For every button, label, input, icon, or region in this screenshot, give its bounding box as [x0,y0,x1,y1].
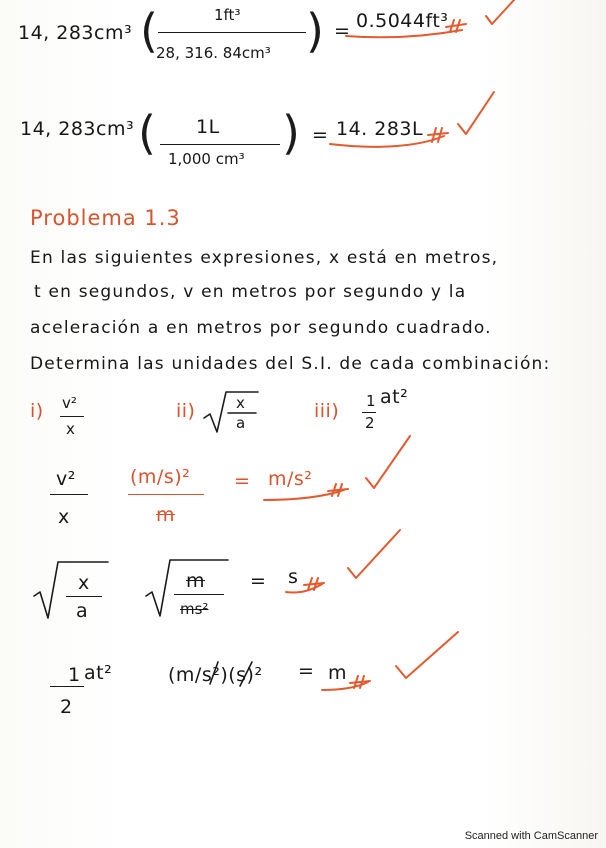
s3-end-mark [350,676,370,688]
row2-end-mark [428,128,448,142]
s1-units-den: m [156,504,176,526]
item-iii-frac-den: 2 [365,414,375,432]
s2-num: x [78,572,90,594]
s1-units-num: (m/s)² [130,466,191,488]
s3-check [396,632,458,678]
s1-check [366,436,410,488]
s3-frac-den: 2 [60,696,73,718]
s2-bar [66,596,102,597]
item-iii-rest: at² [380,386,409,408]
item-ii-den: a [236,414,246,432]
s1-bar [50,494,88,495]
row1-right-paren: ) [306,4,324,58]
problem-title: Problema 1.3 [30,206,181,230]
row2-denominator: 1,000 cm³ [168,150,245,168]
row1-numerator: 1ft³ [214,6,241,24]
s3-frac-num: 1 [68,664,81,686]
s2-equals: = [250,570,267,592]
s3-units: (m/s²)(s)² [168,664,263,686]
row1-fraction-bar [158,32,306,33]
item-ii-num: x [236,394,245,412]
item-iii-label: iii) [314,400,340,422]
row2-fraction-bar [160,144,280,145]
item-iii-frac-num: 1 [366,392,376,410]
item-iii-bar [362,412,376,413]
s1-num: v² [56,468,76,490]
row1-result: 0.5044ft³ [356,10,449,32]
s2-units-bar [174,594,224,595]
problem-line-2: t en segundos, v en metros por segundo y la [34,282,467,302]
s1-result: m/s² [268,468,313,490]
s3-bar [50,686,84,687]
row2-given: 14, 283cm³ [20,118,135,140]
item-i-label: i) [30,400,44,422]
row1-denominator: 28, 316. 84cm³ [156,44,271,62]
item-ii-label: ii) [176,400,196,422]
row2-left-paren: ( [138,106,156,160]
row1-check [486,0,514,24]
problem-line-4: Determina las unidades del S.I. de cada combinación: [30,354,551,374]
s3-equals: = [298,660,315,682]
camscanner-watermark: Scanned with CamScanner [464,830,598,842]
s2-den: a [76,600,89,622]
s1-den: x [58,506,70,528]
row2-check [458,92,494,134]
row1-left-paren: ( [140,4,158,58]
s1-equals: = [234,470,251,492]
s1-end-mark [328,484,348,496]
item-i-den: x [66,420,75,438]
row1-end-mark [446,20,466,32]
row1-equals: = [334,20,351,42]
row2-numerator: 1L [196,116,220,138]
row2-result: 14. 283L [336,118,424,140]
s2-units-den: ms² [180,600,209,618]
s2-check [348,530,400,578]
s2-end-mark [304,578,324,590]
radical-s2-left [34,562,108,618]
s2-units-num: m [186,570,206,592]
s1-units-bar [128,494,204,495]
s2-result: s [288,566,299,588]
item-i-num: v² [62,394,77,412]
s3-result: m [328,662,348,684]
row1-given: 14, 283cm³ [18,22,133,44]
s3-rest: at² [84,662,113,684]
s1-underline [264,490,344,500]
item-i-bar [60,416,84,417]
radical-ii [204,392,258,432]
problem-line-1: En las siguientes expresiones, x está en metros, [30,248,499,268]
problem-line-3: aceleración a en metros por segundo cuadrado. [30,318,492,338]
row2-equals: = [312,124,329,146]
row2-right-paren: ) [282,106,300,160]
